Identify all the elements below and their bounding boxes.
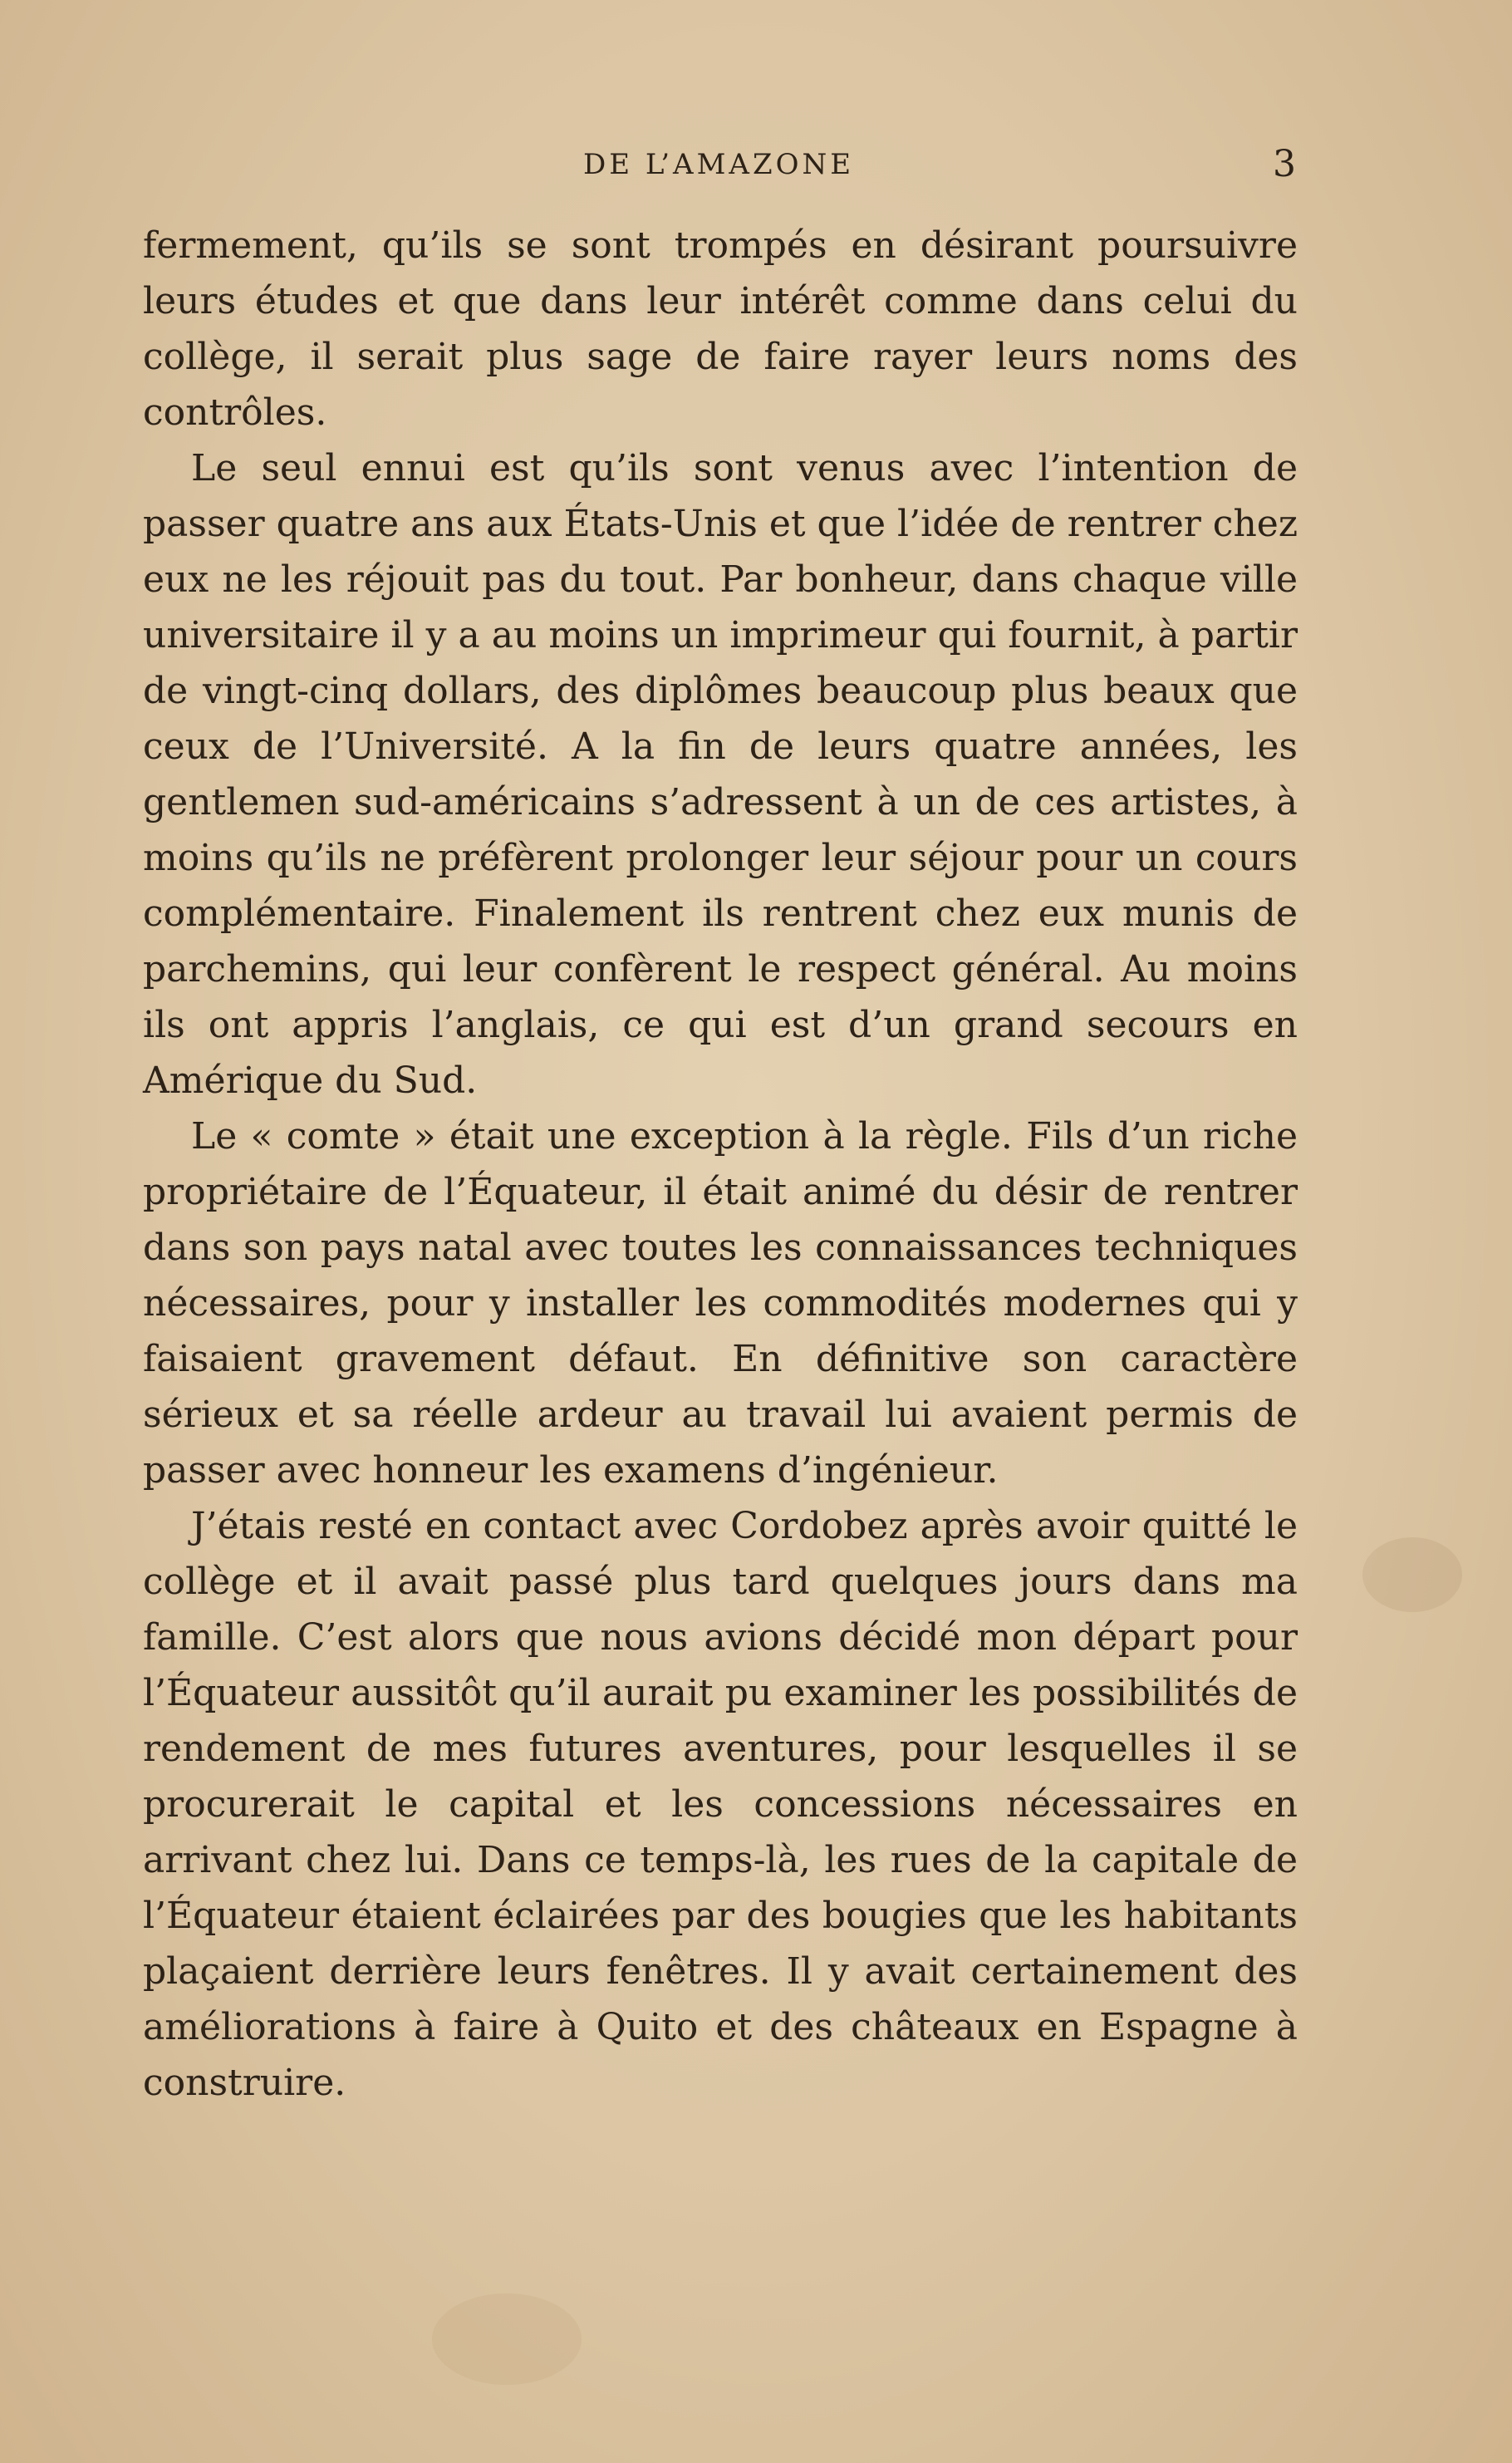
paragraph: J’étais resté en contact avec Cordobez après avoir quitté le collège et il avait passé plus tard quelques jours dans ma famille. C’est alors que nous avions décidé mon départ pour l’Équateur aussitôt qu’il aurait pu examiner les possibilités de rendement de mes futures aventures, pour lesquelles il se procurerait le capital et les concessions nécessaires en arrivant chez lui. Dans ce temps-là, les rues de la capitale de l’Équateur étaient éclairées par des bougies que les habitants plaçaient derrière leurs fenêtres. Il y avait certainement des améliorations à faire à Quito et des châteaux en Espagne à construire. [143,1505,1298,2104]
running-title: DE L’AMAZONE [582,148,855,181]
paragraph-continuation: fermement, qu’ils se sont trompés en désirant poursuivre leurs études et que dans leur intérêt comme dans celui du collège, il serait plus sage de faire rayer leurs noms des contrôles. [143,224,1298,434]
body-text [143,218,1298,2111]
page-number: 3 [1273,143,1296,185]
page-header [141,140,1296,189]
paper-stain [1362,1537,1462,1612]
paper-stain [432,2293,582,2385]
paragraph: Le seul ennui est qu’ils sont venus avec l’intention de passer quatre ans aux États-Unis et que l’idée de rentrer chez eux ne les réjouit pas du tout. Par bonheur, dans chaque ville universitaire il y a au moins un imprimeur qui fournit, à partir de vingt-cinq dollars, des diplômes beaucoup plus beaux que ceux de l’Université. A la fin de leurs quatre années, les gentlemen sud-américains s’adressent à un de ces artistes, à moins qu’ils ne préfèrent prolonger leur séjour pour un cours complémentaire. Finalement ils rentrent chez eux munis de parchemins, qui leur confèrent le respect général. Au moins ils ont appris l’anglais, ce qui est d’un grand secours en Amérique du Sud. [143,447,1298,1102]
paragraph: Le « comte » était une exception à la règle. Fils d’un riche propriétaire de l’Équateur, il était animé du désir de rentrer dans son pays natal avec toutes les connaissances techniques nécessaires, pour y installer les commodités modernes qui y faisaient gravement défaut. En définitive son caractère sérieux et sa réelle ardeur au travail lui avaient permis de passer avec honneur les examens d’ingénieur. [143,1115,1298,1492]
